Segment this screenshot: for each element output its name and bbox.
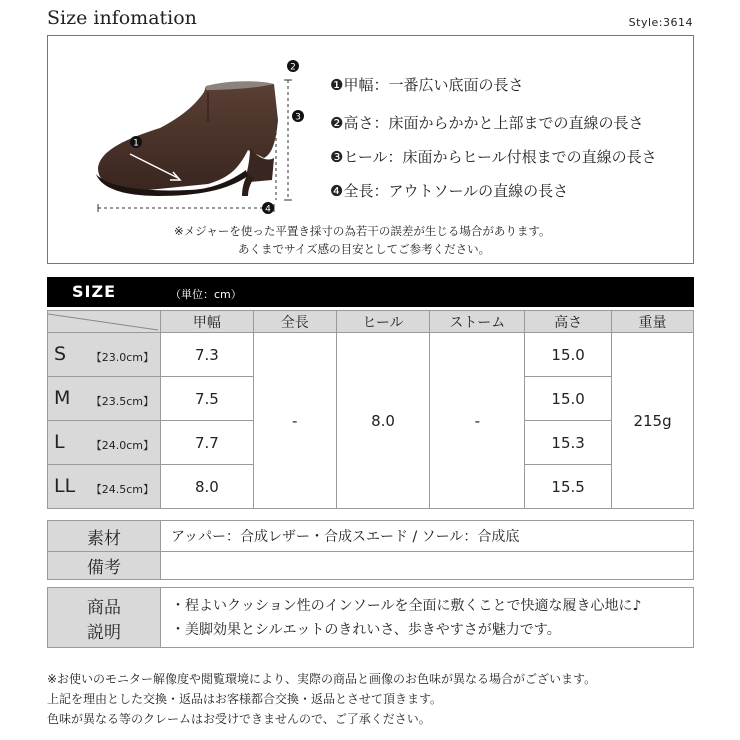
height-cell: 15.0 [525, 333, 612, 377]
material-value: アッパー：合成レザー・合成スエード / ソール：合成底 [161, 521, 694, 552]
size-name: L [54, 431, 65, 453]
svg-text:1: 1 [133, 138, 139, 149]
height-cell: 15.3 [525, 421, 612, 465]
size-name: S [54, 343, 67, 365]
size-cm: 【24.0cm】 [90, 439, 154, 452]
size-name: M [54, 387, 71, 409]
size-cm: 【24.5cm】 [90, 483, 154, 496]
footer-note-1: ※お使いのモニター解像度や閲覧環境により、実際の商品と画像のお色味が異なる場合がございます。 [47, 672, 597, 686]
size-label [48, 421, 161, 465]
svg-text:4: 4 [265, 204, 271, 215]
width-cell: 7.5 [160, 377, 253, 421]
table-row [48, 333, 694, 377]
col-header-storm: ストーム [430, 311, 525, 333]
material-label: 素材 [48, 521, 161, 552]
remarks-value [161, 552, 694, 580]
col-header-length: 全長 [253, 311, 336, 333]
style-code: Style:3614 [628, 16, 693, 29]
description-label-line1: 商品 [87, 597, 121, 618]
size-cm: 【23.5cm】 [90, 395, 154, 408]
table-corner [48, 311, 161, 333]
remarks-label: 備考 [48, 552, 161, 580]
svg-text:2: 2 [290, 62, 296, 73]
legend-width: ❶甲幅：一番広い底面の長さ [330, 76, 524, 94]
size-section-title: SIZE [72, 282, 117, 301]
size-label [48, 377, 161, 421]
legend-length: ❹全長：アウトソールの直線の長さ [330, 182, 569, 200]
description-label-line2: 説明 [87, 622, 121, 643]
size-table [47, 310, 694, 509]
width-cell: 7.3 [160, 333, 253, 377]
description-line-2: ・美脚効果とシルエットのきれいさ、歩きやすさが魅力です。 [171, 621, 561, 638]
size-section-header [47, 277, 694, 307]
size-name: LL [54, 475, 76, 497]
size-cm: 【23.0cm】 [90, 351, 154, 364]
description-table [47, 587, 694, 648]
legend-heel: ❸ヒール：床面からヒール付根までの直線の長さ [330, 148, 657, 166]
height-cell: 15.5 [525, 465, 612, 509]
storm-cell: - [430, 333, 525, 509]
footer-note-2: 上記を理由とした交換・返品はお客様都合交換・返品とさせて頂きます。 [47, 692, 443, 706]
measurement-note: ※メジャーを使った平置き採寸の為若干の誤差が生じる場合があります。 [174, 224, 551, 238]
footer-note-3: 色味が異なる等のクレームはお受けできませんので、ご了承ください。 [47, 712, 431, 726]
heel-cell: 8.0 [336, 333, 430, 509]
col-header-width: 甲幅 [160, 311, 253, 333]
description-line-1: ・程よいクッション性のインソールを全面に敷くことで快適な履き心地に♪ [171, 597, 642, 614]
description-value [161, 588, 694, 648]
corner-diagonal [48, 312, 158, 332]
col-header-height: 高さ [525, 311, 612, 333]
shoe-illustration [88, 50, 318, 230]
height-cell: 15.0 [525, 377, 612, 421]
material-remarks-table [47, 520, 694, 580]
size-label [48, 333, 161, 377]
legend-height: ❷高さ：床面からかかと上部までの直線の長さ [330, 114, 644, 132]
svg-text:3: 3 [295, 112, 301, 123]
weight-cell: 215g [612, 333, 694, 509]
measurement-note-2: あくまでサイズ感の目安としてご参考ください。 [238, 242, 491, 256]
col-header-weight: 重量 [612, 311, 694, 333]
size-label [48, 465, 161, 509]
col-header-heel: ヒール [336, 311, 430, 333]
width-cell: 7.7 [160, 421, 253, 465]
size-section-unit: （単位：cm） [170, 288, 242, 301]
width-cell: 8.0 [160, 465, 253, 509]
length-cell: - [253, 333, 336, 509]
description-label [48, 588, 161, 648]
page-title: Size infomation [47, 7, 197, 29]
